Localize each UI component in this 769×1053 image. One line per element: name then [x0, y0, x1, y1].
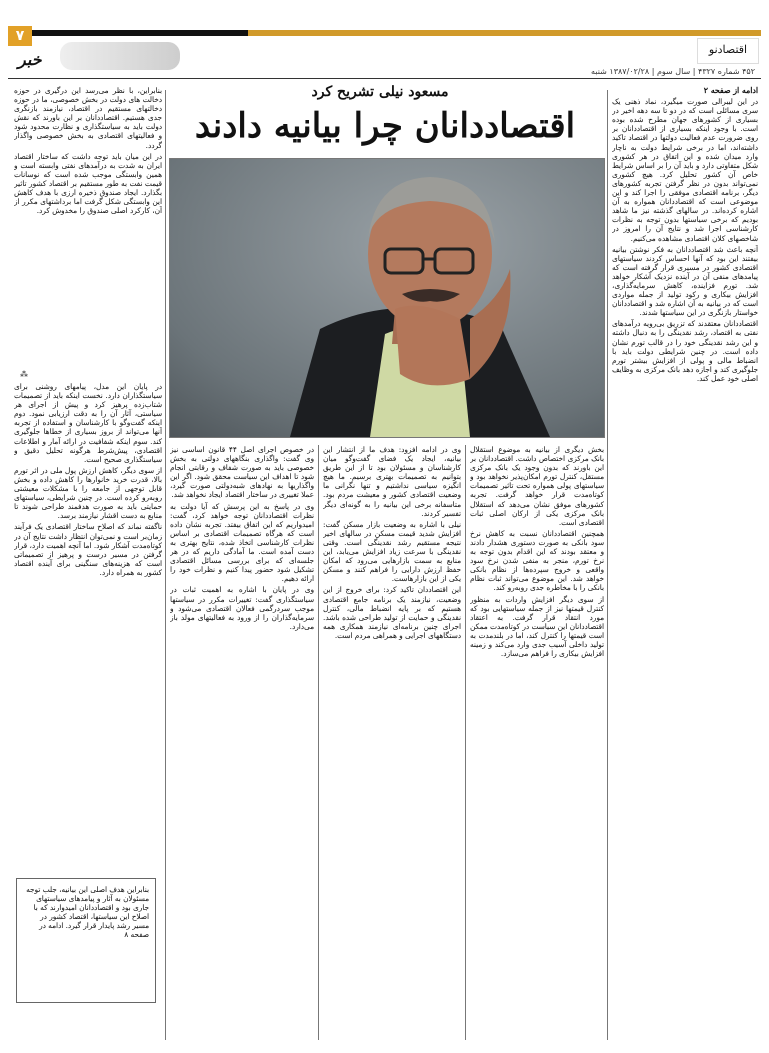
portrait-illustration — [170, 159, 604, 437]
page-number: ۷ — [8, 26, 32, 46]
column-rule — [465, 445, 466, 1040]
paragraph: این اقتصاددان تاکید کرد: برای خروج از این وضعیت، نیازمند یک برنامه جامع اقتصادی هستیم که بر پایه انضباط مالی، کنترل نقدینگی و حمایت از تولید طراحی شده باشد. اجرای چنین برنامه‌ای نیازمند همکاری همه دستگاههای اجرایی و همراهی مردم است. — [323, 585, 461, 640]
text-column-5 — [14, 86, 162, 368]
paragraph: در خصوص اجرای اصل ۴۴ قانون اساسی نیز وی گفت: واگذاری بنگاههای دولتی به بخش خصوصی باید به صورت شفاف و رقابتی انجام شود تا اهداف این سیاست محقق شود. اگر این واگذاریها به نهادهای شبه‌دولتی صورت گیرد، عملا تغییری در ساختار اقتصاد ایجاد نخواهد شد. — [170, 445, 314, 500]
header-rule — [8, 78, 761, 79]
text-column-1 — [612, 86, 758, 1041]
boxed-note: بنابراین هدف اصلی این بیانیه، جلب توجه مسئولان به آثار و پیامدهای سیاستهای جاری بود و اقتصاددانان امیدوارند که با اصلاح این سیاستها، اقتصاد کشور در مسیر رشد پایدار قرار گیرد. ادامه در صفحه ۸ — [16, 878, 156, 1003]
section-stars: ⁂ — [20, 370, 28, 379]
text-column-4 — [170, 445, 314, 1040]
text-column-6 — [14, 382, 162, 872]
column-rule — [318, 445, 319, 1040]
paragraph: ناگفته نماند که اصلاح ساختار اقتصادی یک فرآیند زمان‌بر است و نمی‌توان انتظار داشت نتایج آن در کوتاه‌مدت آشکار شود. اما آنچه اهمیت دارد، قرار گرفتن در مسیر درست و پرهیز از تصمیماتی است که هزینه‌های سنگینی برای آینده اقتصاد کشور به همراه دارد. — [14, 522, 162, 577]
section-shade — [60, 42, 180, 70]
column-rule — [165, 90, 166, 1040]
paragraph: در این میان باید توجه داشت که ساختار اقتصاد ایران به شدت به درآمدهای نفتی وابسته است و همین وابستگی موجب شده است که نوسانات قیمت نفت به طور مستقیم بر اقتصاد کشور تاثیر بگذارد. ایجاد صندوق ذخیره ارزی با هدف کاهش این وابستگی شکل گرفت اما برداشتهای مکرر از آن، کارکرد اصلی صندوق را مخدوش کرد. — [14, 151, 162, 216]
paragraph: بنابراین، با نظر می‌رسد این درگیری در حوزه دخالت های دولت در بخش خصوصی، ما در حوزه دخالتهای مستقیم در اقتصاد، نیازمند بازنگری جدی هستیم. اقتصاددانان بر این باورند که نقش دولت باید به سیاستگذاری و نظارت محدود شود و فعالیتهای اقتصادی به بخش خصوصی واگذار گردد. — [14, 86, 162, 150]
continued-from: ادامه از صفحه ۲ — [703, 86, 758, 95]
paragraph: وی در پاسخ به این پرسش که آیا دولت به نظرات اقتصاددانان توجه خواهد کرد، گفت: امیدواریم که این اتفاق بیفتد. تجربه نشان داده است که هرگاه تصمیمات اقتصادی بر اساس نظرات کارشناسی اتخاذ شده، نتایج بهتری به دست آمده است. ما آمادگی داریم که در هر جلسه‌ای که برای بررسی مسائل اقتصادی تشکیل شود حضور پیدا کنیم و نظرات خود را ارائه دهیم. — [170, 501, 314, 584]
paragraph: از سوی دیگر، کاهش ارزش پول ملی در اثر تورم بالا، قدرت خرید خانوارها را کاهش داده و بخش قابل توجهی از جامعه را با مشکلات معیشتی روبه‌رو کرده است. در چنین شرایطی، سیاستهای حمایتی باید به صورت هدفمند طراحی شوند تا منابع به دست اقشار نیازمند برسد. — [14, 465, 162, 521]
portrait-photo — [169, 158, 605, 438]
text-column-2 — [470, 445, 604, 1040]
headline: اقتصاددانان چرا بیانیه دادند — [194, 106, 576, 146]
section-label: خبر — [18, 50, 42, 69]
paragraph: در این لیبرالی صورت میگیرد، نماد ذهنی یک سری مسائلی است که در دو تا سه دهه اخیر در بسیاری از کشورهای جهان مطرح شده بوده است. با وجود اینکه بسیاری از اقتصاددانان بر روی ضرورت عدم فعالیت دولتها در اقتصاد تاکید داشته‌اند، اما در برخی شرایط دولت به ناچار وارد میدان شده و این اتفاق در هر کشوری شکل متفاوتی دارد و باید آن را بر اساس شرایط خاص آن کشور تحلیل کرد. هیچ کشوری نمی‌تواند بدون در نظر گرفتن تجربه کشورهای دیگر، برنامه اقتصادی موفقی را اجرا کند و این موضوعی است که اقتصاددانان همواره به آن اشاره کرده‌اند. در سالهای گذشته نیز ما شاهد بودیم که برخی سیاستها بدون توجه به نظرات کارشناسی اجرا شد و نتایج آن را امروز در شاخصهای کلان اقتصادی مشاهده می‌کنیم. — [612, 97, 758, 243]
header-bar-dark — [8, 30, 248, 36]
paragraph: همچنین اقتصاددانان نسبت به کاهش نرخ سود بانکی به صورت دستوری هشدار دادند و معتقد بودند که این اقدام بدون توجه به نرخ تورم، منجر به منفی شدن نرخ سود واقعی و خروج سپرده‌ها از نظام بانکی خواهد شد. این موضوع می‌تواند ثبات نظام بانکی را با مخاطره جدی روبه‌رو کند. — [470, 528, 604, 593]
paragraph: بخش دیگری از بیانیه به موضوع استقلال بانک مرکزی اختصاص داشت. اقتصاددانان بر این باورند که بدون وجود یک بانک مرکزی مستقل، کنترل تورم امکان‌پذیر نخواهد بود و سیاستهای پولی همواره تحت تاثیر تصمیمات کوتاه‌مدت قرار خواهد گرفت. تجربه کشورهای موفق نشان می‌دهد که استقلال بانک مرکزی یکی از ارکان اصلی ثبات اقتصادی است. — [470, 445, 604, 527]
paragraph: وی در ادامه افزود: هدف ما از انتشار این بیانیه، ایجاد یک فضای گفت‌وگو میان کارشناسان و مسئولان بود تا از این طریق بتوانیم به تصمیمات بهتری برسیم. ما هیچ انگیزه سیاسی نداشتیم و تنها نگرانی ما وضعیت اقتصادی کشور و معیشت مردم بود. متاسفانه برخی این بیانیه را به گونه‌ای دیگر تفسیر کردند. — [323, 445, 461, 518]
masthead-logo: اقتصادنو — [697, 38, 759, 64]
paragraph: از سوی دیگر افزایش واردات به منظور کنترل قیمتها نیز از جمله سیاستهایی بود که مورد انتقاد قرار گرفت. به اعتقاد اقتصاددانان این سیاست در کوتاه‌مدت ممکن است قیمتها را کنترل کند، اما در بلندمدت به تولید داخلی آسیب جدی وارد می‌کند و زمینه افزایش بیکاری را فراهم می‌سازد. — [470, 594, 604, 659]
paragraph: اقتصاددانان معتقدند که تزریق بی‌رویه درآمدهای نفتی به اقتصاد، رشد نقدینگی را به دنبال داشته و این رشد نقدینگی خود را در قالب تورم نشان داده است. در چنین شرایطی دولت باید با انضباط مالی و پولی از افزایش بیشتر تورم جلوگیری کند و اجازه دهد بانک مرکزی به وظایف اصلی خود عمل کند. — [612, 319, 758, 383]
paragraph: آنچه باعث شد اقتصاددانان به فکر نوشتن بیانیه بیفتند این بود که آنها احساس کردند سیاستهای اقتصادی کشور در مسیری قرار گرفته است که پیامدهای منفی آن در آینده نزدیک آشکار خواهد شد. تورم فزاینده، کاهش سرمایه‌گذاری، افزایش بیکاری و رکود تولید از جمله مواردی است که در بیانیه به آن اشاره شد و اقتصاددانان خواستار بازنگری در این سیاستها شدند. — [612, 244, 758, 318]
text-column-3 — [323, 445, 461, 1040]
issue-info: ۴۵۲ شماره ۴۳۲۷ | سال سوم | ۱۳۸۷/۰۲/۲۸ شنبه — [591, 67, 755, 76]
paragraph: نیلی با اشاره به وضعیت بازار مسکن گفت: افزایش شدید قیمت مسکن در سالهای اخیر نتیجه مستقیم رشد نقدینگی است. وقتی نقدینگی با سرعت زیاد افزایش می‌یابد، این منابع به سمت بازارهایی می‌رود که امکان حفظ ارزش دارایی را فراهم کنند و مسکن یکی از این بازارهاست. — [323, 519, 461, 584]
kicker: مسعود نیلی تشریح کرد — [311, 84, 449, 100]
paragraph: وی در پایان با اشاره به اهمیت ثبات در سیاستگذاری گفت: تغییرات مکرر در سیاستها موجب سردرگمی فعالان اقتصادی می‌شود و سرمایه‌گذاران را از ورود به فعالیتهای مولد باز می‌دارد. — [170, 585, 314, 631]
column-rule — [607, 90, 608, 1040]
paragraph: در پایان این مدل، پیامهای روشنی برای سیاستگذاران دارد. نخست اینکه باید از تصمیمات شتاب‌زده پرهیز کرد و پیش از اجرای هر سیاستی، آثار آن را به دقت ارزیابی نمود. دوم اینکه گفت‌وگو با کارشناسان و استفاده از تجربه آنها می‌تواند از بروز بسیاری از خطاها جلوگیری کند. سوم اینکه شفافیت در ارائه آمار و اطلاعات اقتصادی، پیش‌شرط هرگونه تحلیل دقیق و سیاستگذاری صحیح است. — [14, 382, 162, 464]
